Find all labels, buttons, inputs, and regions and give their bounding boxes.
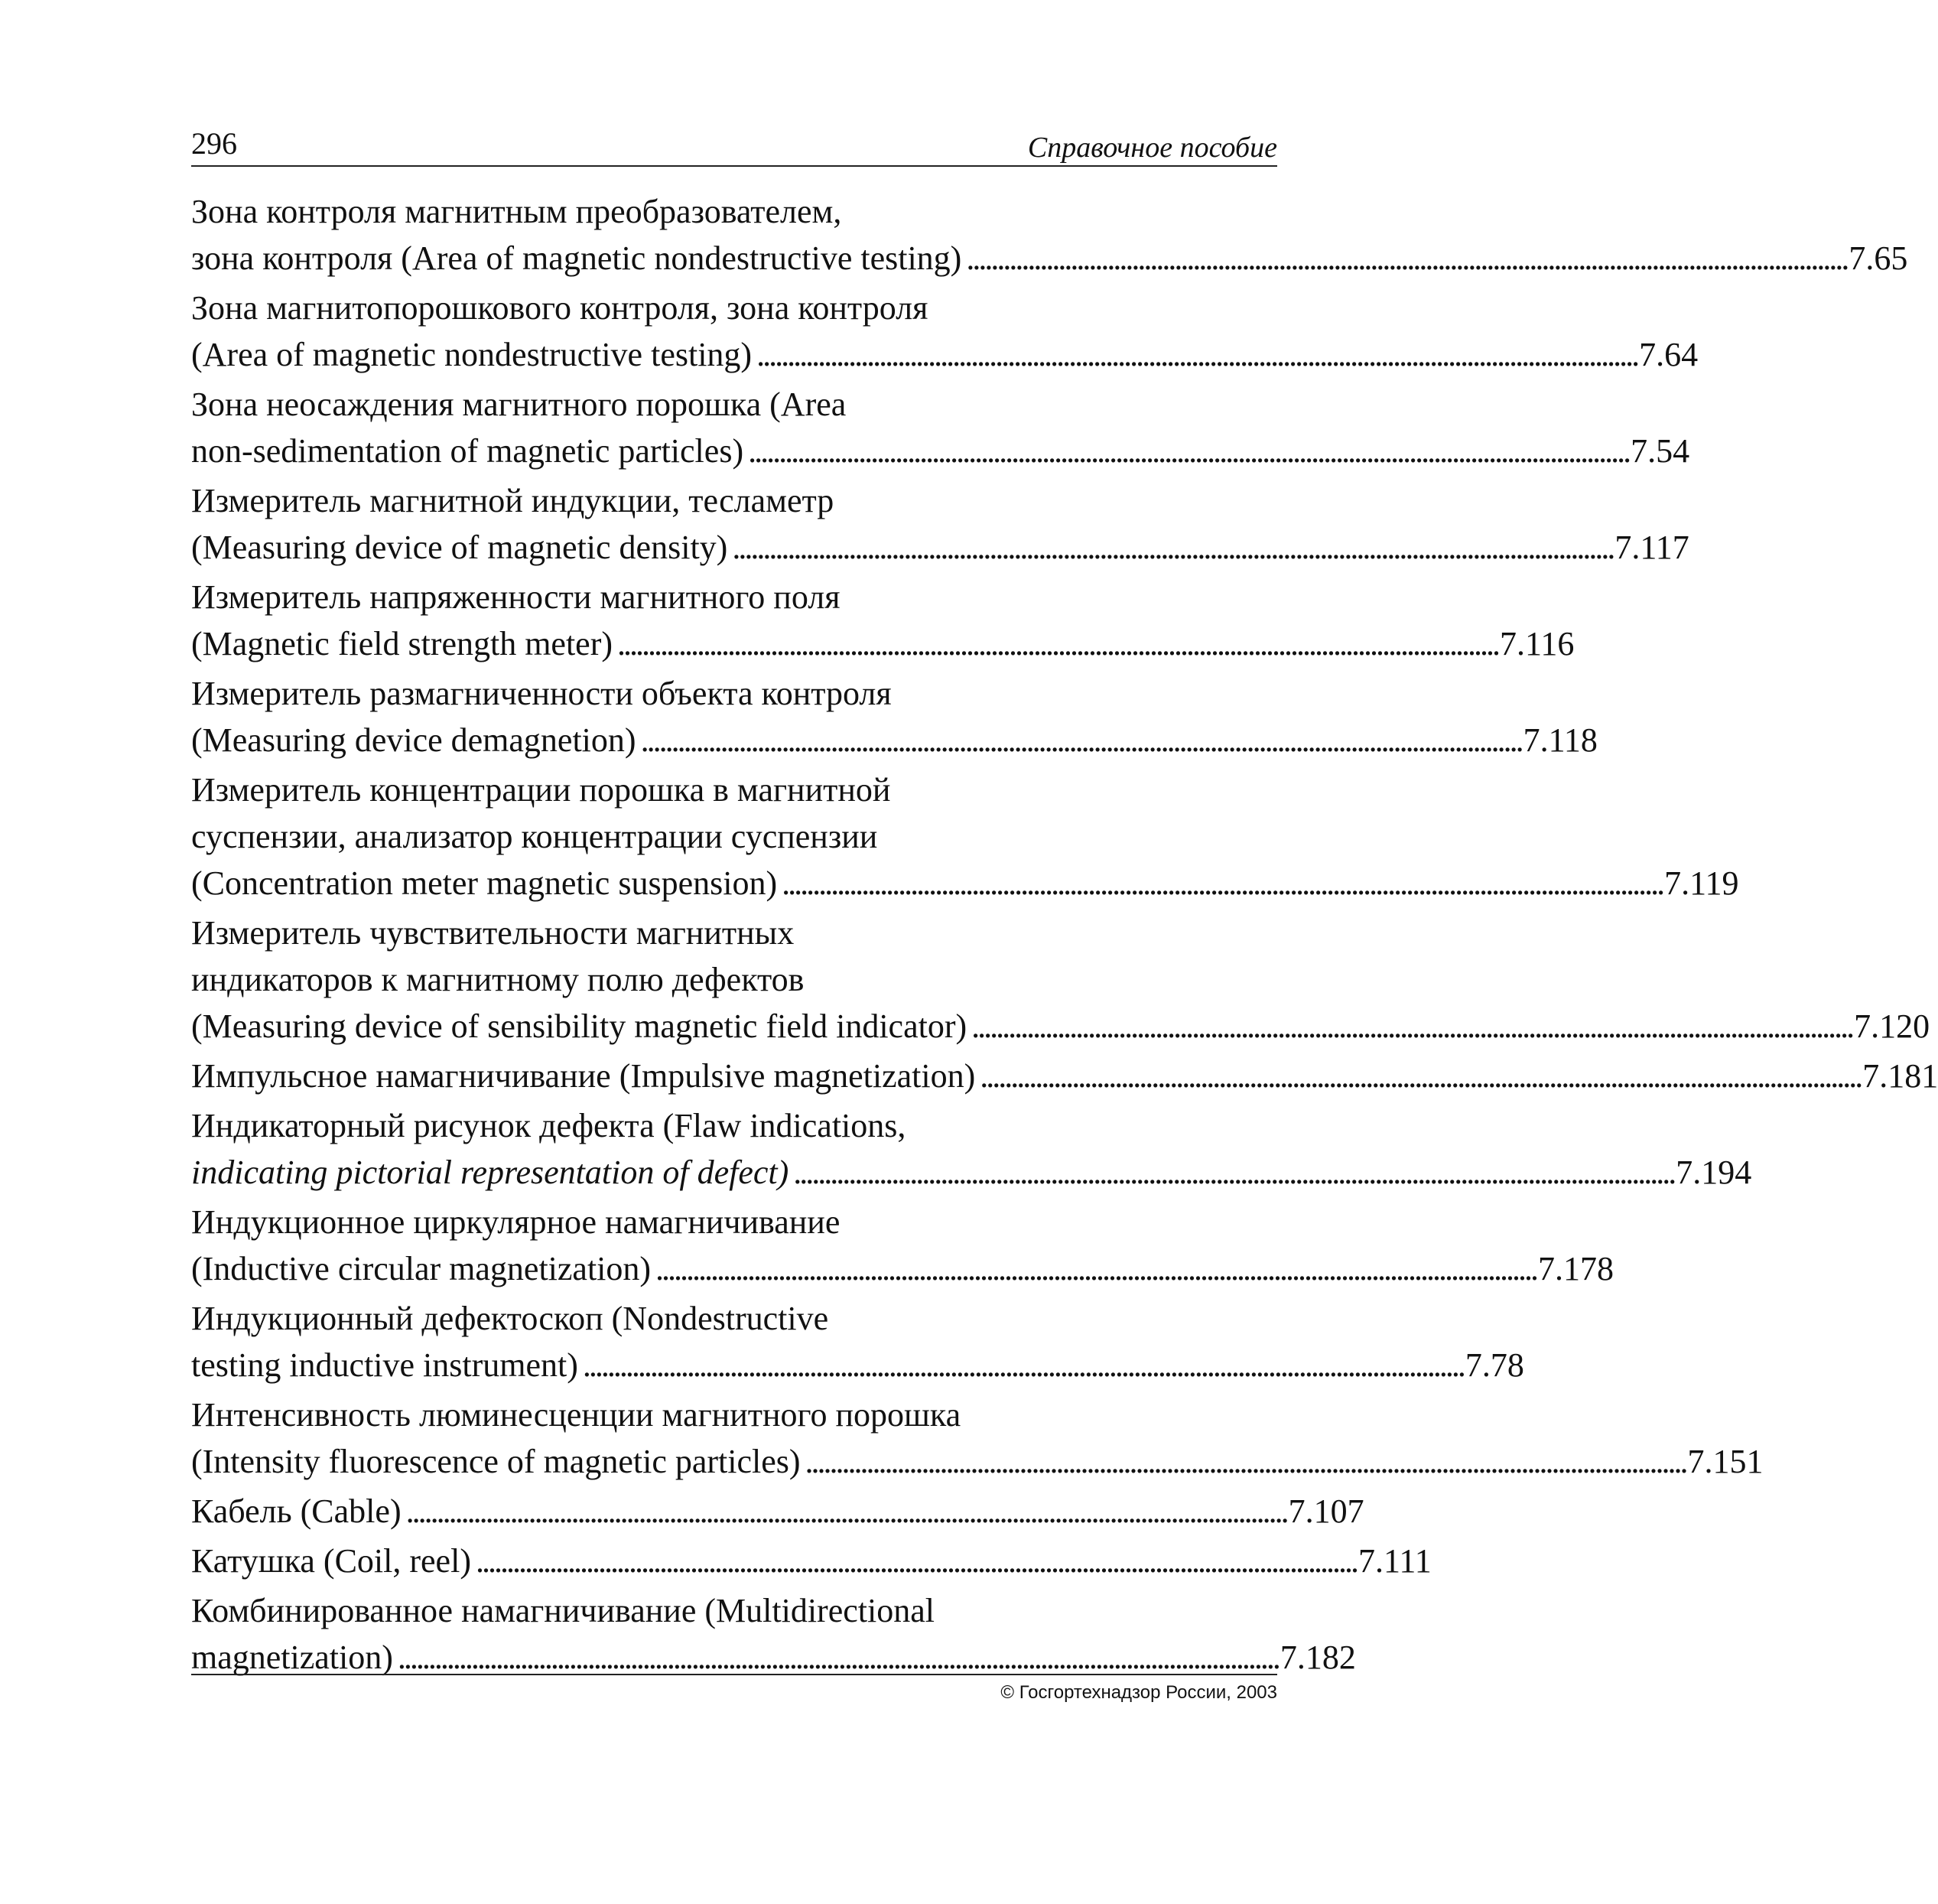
- index-entry-line: [191, 1102, 1277, 1149]
- dot-leader: [641, 717, 1519, 763]
- dot-leader: [655, 1245, 1533, 1292]
- dot-leader: [805, 1438, 1683, 1485]
- index-entry-last-line: [191, 1538, 1432, 1584]
- index-entry-last-line: [191, 1003, 1930, 1050]
- running-title: Справочное пособие: [1027, 132, 1277, 164]
- index-entry-text: Индукционное циркулярное намагничивание: [191, 1203, 841, 1241]
- index-entry-line: [191, 1295, 1277, 1342]
- index-entry-reference: 7.64: [1639, 336, 1699, 373]
- index-entry-line: [191, 188, 1277, 235]
- index-entry-last-line: [191, 620, 1575, 667]
- index-entry-text: testing inductive instrument): [191, 1346, 578, 1384]
- index-entry-text: (Magnetic field strength meter): [191, 625, 613, 662]
- index-entry-text: (Measuring device demagnetion): [191, 721, 636, 759]
- index-entry-line: [191, 1199, 1277, 1245]
- index-entry-text: Измеритель концентрации порошка в магнитной: [191, 771, 891, 809]
- index-entry-line: [191, 956, 1277, 1003]
- index-entry-reference: 7.119: [1664, 864, 1739, 902]
- index-entry-text: Измеритель напряженности магнитного поля: [191, 578, 841, 616]
- index-entry-text: (Area of magnetic nondestructive testing): [191, 336, 753, 373]
- dot-leader: [617, 620, 1495, 667]
- index-entry: [191, 381, 1690, 474]
- index-entry-text: Катушка (Coil, reel): [191, 1542, 471, 1580]
- index-entry: [191, 1391, 1764, 1485]
- index-entry-reference: 7.181: [1862, 1057, 1938, 1095]
- index-entry-last-line: [191, 1342, 1524, 1388]
- index-entry: [191, 766, 1739, 906]
- index-entry-last-line: [191, 428, 1690, 474]
- index-entry-text: magnetization): [191, 1639, 393, 1676]
- index-entry-line: [191, 1391, 1277, 1438]
- index-entry-text: (Intensity fluorescence of magnetic particles): [191, 1443, 801, 1480]
- index-entry-text: суспензии, анализатор концентрации суспензии: [191, 818, 878, 855]
- index-entry-last-line: [191, 717, 1598, 763]
- index-entry-reference: 7.117: [1614, 529, 1689, 566]
- index-entry-last-line: [191, 1245, 1614, 1292]
- index-entry-reference: 7.178: [1538, 1250, 1614, 1287]
- dot-leader: [756, 331, 1634, 378]
- index-entry-reference: 7.120: [1854, 1007, 1930, 1045]
- dot-leader: [476, 1538, 1354, 1584]
- index-entry-text: Индукционный дефектоскоп (Nondestructive: [191, 1300, 829, 1337]
- index-entry-reference: 7.111: [1358, 1542, 1432, 1580]
- index-entry-text: Импульсное намагничивание (Impulsive magnetization): [191, 1057, 976, 1095]
- index-entry-line: [191, 477, 1277, 524]
- index-entry: [191, 285, 1699, 378]
- dot-leader: [406, 1488, 1284, 1535]
- index-entry-reference: 7.107: [1288, 1492, 1364, 1530]
- index-entry: [191, 1488, 1364, 1535]
- index-entry-reference: 7.182: [1280, 1639, 1356, 1676]
- dot-leader: [966, 235, 1844, 282]
- index-entry: [191, 1587, 1356, 1681]
- dot-leader: [971, 1003, 1849, 1050]
- dot-leader: [782, 860, 1660, 906]
- dot-leader: [732, 524, 1610, 571]
- index-entry: [191, 1053, 1938, 1099]
- index-entry-text: non-sedimentation of magnetic particles): [191, 432, 744, 470]
- index-entry: [191, 1538, 1432, 1584]
- index-entry: [191, 188, 1908, 282]
- index-entry-last-line: [191, 235, 1908, 282]
- index-entry-reference: 7.65: [1849, 239, 1908, 277]
- page-number: 296: [191, 126, 237, 161]
- index-entry-last-line: [191, 1488, 1364, 1535]
- index-entry-text: Индикаторный рисунок дефекта (Flaw indications,: [191, 1107, 906, 1144]
- index-entry: [191, 1102, 1752, 1196]
- index-entry-text: Измеритель размагниченности объекта контроля: [191, 675, 892, 712]
- index-entry-text: Комбинированное намагничивание (Multidirectional: [191, 1592, 935, 1629]
- index-entry-text: зона контроля (Area of magnetic nondestructive testing): [191, 239, 962, 277]
- index-entry-line: [191, 285, 1277, 331]
- index-entry: [191, 574, 1575, 667]
- index-entry-text: Зона контроля магнитным преобразователем,: [191, 193, 842, 230]
- index-entry-last-line: [191, 331, 1699, 378]
- index-entry-text: Кабель (Cable): [191, 1492, 402, 1530]
- index-entry-last-line: [191, 860, 1739, 906]
- index-entry-last-line: [191, 1053, 1938, 1099]
- index-entry-text: indicating pictorial representation of defect): [191, 1154, 789, 1191]
- index-entry: [191, 910, 1930, 1050]
- index-entry-reference: 7.116: [1500, 625, 1575, 662]
- index-entry: [191, 1295, 1524, 1388]
- index-entry-text: (Measuring device of sensibility magnetic field indicator): [191, 1007, 967, 1045]
- index-entry-reference: 7.151: [1687, 1443, 1764, 1480]
- index-entry-text: Интенсивность люминесценции магнитного порошка: [191, 1396, 961, 1434]
- index-entry-text: Измеритель чувствительности магнитных: [191, 914, 795, 952]
- index-entry: [191, 670, 1598, 763]
- index-entry-line: [191, 766, 1277, 813]
- index-entry-line: [191, 1587, 1277, 1634]
- index-entry-reference: 7.78: [1465, 1346, 1524, 1384]
- index-entry-line: [191, 670, 1277, 717]
- index-entry-reference: 7.54: [1631, 432, 1690, 470]
- header-rule: [191, 165, 1277, 167]
- index-entry-reference: 7.118: [1523, 721, 1598, 759]
- dot-leader: [748, 428, 1626, 474]
- dot-leader: [980, 1053, 1858, 1099]
- index-entry-text: Измеритель магнитной индукции, тесламетр: [191, 482, 834, 519]
- footer-rule: [191, 1674, 1277, 1675]
- index-entry: [191, 477, 1689, 571]
- index-entry-reference: 7.194: [1676, 1154, 1752, 1191]
- index-entry: [191, 1199, 1614, 1292]
- dot-leader: [583, 1342, 1461, 1388]
- index-entry-last-line: [191, 1438, 1764, 1485]
- copyright-footer: © Госгортехнадзор России, 2003: [1000, 1682, 1277, 1703]
- index-entry-line: [191, 910, 1277, 956]
- index-entry-line: [191, 574, 1277, 620]
- index-entry-line: [191, 813, 1277, 860]
- index-entry-line: [191, 381, 1277, 428]
- index-entry-text: индикаторов к магнитному полю дефектов: [191, 961, 805, 998]
- index-entry-text: Зона неосаждения магнитного порошка (Area: [191, 386, 847, 423]
- index-entry-last-line: [191, 1149, 1752, 1196]
- index-entry-text: Зона магнитопорошкового контроля, зона контроля: [191, 289, 928, 327]
- index-entry-text: (Measuring device of magnetic density): [191, 529, 728, 566]
- index-entry-text: (Inductive circular magnetization): [191, 1250, 652, 1287]
- index-entry-text: (Concentration meter magnetic suspension): [191, 864, 778, 902]
- dot-leader: [793, 1149, 1671, 1196]
- index-entries: [191, 188, 1938, 1684]
- index-entry-last-line: [191, 524, 1689, 571]
